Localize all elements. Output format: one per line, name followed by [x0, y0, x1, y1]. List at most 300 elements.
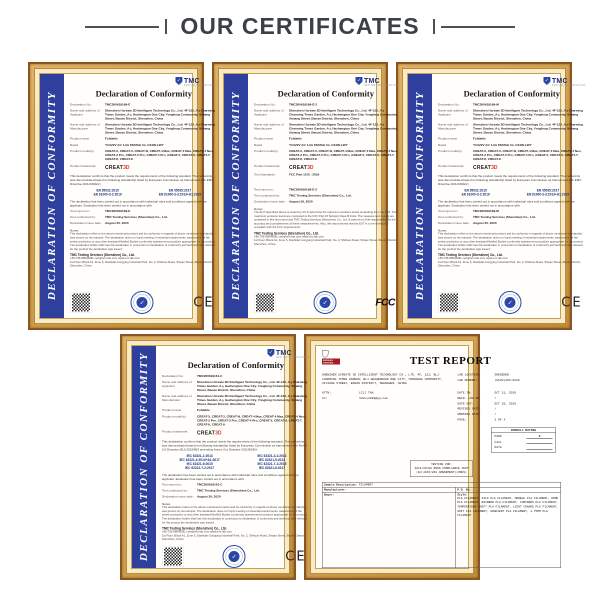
field-value: TMC200619161-C [197, 483, 223, 487]
tmc-logo [267, 349, 309, 359]
trademark-label: Product trademark [162, 429, 188, 434]
report-rows-table [162, 483, 310, 501]
stamp-shield-icon [505, 297, 516, 308]
field-value: Shenzhen Ucreate 3D Intelligent Technology Co., Ltd. 4F-122, A-j Charming Times Garden, A-j, Hezhengtun One City, Yongfeng Community, Xixiang Street, Baoan District, Shenzhen, China [197, 394, 308, 407]
tmc-logo-subtext: TESTING CERTIFICATION [551, 84, 586, 87]
field-value: / [494, 407, 497, 411]
field-value: TMC200619169-M [473, 209, 499, 214]
field-value: TMC200619161-C [197, 374, 223, 378]
field-row [254, 123, 398, 135]
standard-item: IEC 62321-6:2015 [186, 462, 213, 466]
field-row [457, 391, 561, 395]
cert-mark: FCC [375, 296, 395, 308]
intro-paragraph: This declaration confirms that the product meets the requirements of the following standard. The conformity was demonstrated based on following standard(s) listed by European Commission as harmonized with RoHS 2.0 Directive (EU) 2015/863 amending Annex II to Directive 2011/65/EU: [162, 440, 307, 452]
notes-text: This declaration refers to the above mentioned product and its conformity in regards of above mentioned standard(s) was proven on test sample. The declaration does not imply meeting of essential requirements, assessment of the series production or any other assistant/Notified Bodies conformity assessment procedure appropriate for the product. The declaration holder shall use this declaration in connection to declaration of conformity and technical data relevant for the product the declaration was issued. [438, 232, 584, 251]
field-row [162, 415, 310, 427]
tmc-logo [543, 77, 585, 87]
field-value: 3dsky1983@qq.com [359, 396, 388, 400]
issuer-contact: +86-755-88943381 cert@tmc-lab.com www.tmc-lab.com [162, 530, 232, 534]
certificate-rohs[interactable] [120, 334, 310, 580]
standard-item: EN 61000-3-3:2013+A1:2019 [158, 193, 202, 197]
sidebar-vertical-text: DECLARATION OF CONFORMITY [46, 91, 58, 301]
certificate-body [432, 74, 591, 318]
trademark-row [70, 164, 218, 171]
sample-table-columns [323, 487, 561, 567]
issuer-address: 1st Floor, Block A1, Zone 5, Dashidai Gongying Industrial Park, No. 2, Shihuan Road, Shiyan Street, Baoan District, Shenzhen, China [254, 239, 397, 246]
field-label: Declaration issue date: [438, 221, 470, 226]
field-label: WORKING DATE: [457, 412, 481, 417]
field-label: Product model(s) [254, 149, 278, 153]
field-label: Test conducted by: [162, 489, 188, 493]
notes-text: This declaration refers to the above mentioned product and its conformity in regards of above mentioned standard(s) was proven on test sample. The declaration does not imply meeting of essential requirements, assessment of the series production or any other assistant/Notified Bodies conformity assessment procedure appropriate for the product. The declaration holder shall use this declaration in connection to declaration of conformity and technical data relevant for the product the declaration was issued. [70, 232, 216, 251]
certificate-title: Declaration of Conformity [277, 89, 374, 99]
trademark-row [438, 164, 586, 171]
overall-rating-box [491, 427, 556, 452]
field-row [254, 188, 398, 192]
certificate-content [64, 74, 223, 318]
trademark-label: Product trademark [70, 164, 96, 168]
standard-item: EN 61000-3-2:2019 [461, 193, 490, 197]
crest-icon [322, 350, 329, 358]
field-value: YC220V AC 4.2A 50/60Hz CL-C04W-LWY [105, 143, 164, 147]
trademark-value [105, 164, 218, 171]
certificate-title: Declaration of Conformity [95, 89, 192, 99]
trademark-suffix: 3D [307, 164, 314, 171]
field-label: Test report no.: [162, 483, 183, 487]
field-value: TMC Testing Services (Shenzhen) Co., Ltd. [473, 215, 536, 220]
stamp-shield-icon [320, 297, 331, 308]
issuer-name: TMC Testing Services (Shenzhen) Co., Ltd. [70, 253, 135, 258]
field-value: TMC200619169-M [473, 103, 499, 107]
standard-item: IEC 62321-3-1:2013 [257, 454, 287, 458]
tmc-shield-icon [543, 77, 550, 85]
standard-item: IEC 62321-4:2013+A1:2017 [179, 458, 220, 462]
field-label: REVISED DATE: [457, 407, 481, 411]
field-row [438, 216, 586, 220]
evaluation-paragraph: The declaration has been carried out in accordance with individual rules and conditions agreed with the applicant. Evaluation has been carried out in accordance with: [70, 200, 207, 208]
field-row [457, 418, 561, 422]
field-label: Name and address of Applicant [70, 109, 100, 117]
field-value: Shenzhen Ucreate 3D Intelligent Technology Co., Ltd. 4F-122, A-j Charming Times Garden, A-j, Hezhengtun One City, Yongfeng Community, Xixiang Street, Baoan District, Shenzhen, China [105, 109, 216, 121]
field-label: Test report no.: [254, 187, 275, 192]
field-value: TMC Testing Services (Shenzhen) Co., Ltd. [289, 193, 352, 198]
field-label: LAB LOCATION: [457, 373, 481, 377]
certificates-row-bottom [0, 334, 600, 580]
standard-item: IEC 62321-8:2017 [258, 466, 285, 470]
trademark-label: Product trademark [254, 164, 280, 168]
style-value: PLA FILAMENT, SILK PLA FILAMENT, MARBLE PLA FILAMENT, WOOD PLA FILAMENT, RAINBOW PLA FILAMENT, LUMINOUS PLA FILAMENT, TEMPERATURE SHIFT PLA FILAMENT, LIGHT CHANGE PLA FILAMENT, SOFT PLA FILAMENT, GRADIENT PLA FILAMENT, 1.75MM PLA FILAMENT [457, 496, 559, 518]
field-label: Product name [254, 137, 274, 141]
cert-mark: CE [285, 548, 307, 564]
certificate-body [64, 74, 223, 318]
field-row [162, 395, 310, 407]
certificate-frame [120, 334, 310, 580]
certificate-ce-emc[interactable] [28, 62, 218, 330]
field-value: YC220V AC 4.2A 50/60Hz CL-C04W-LWY [473, 143, 532, 147]
issuer-contact: +86-755-88943381 cert@tmc-lab.com www.tmc-lab.com [438, 257, 508, 261]
qr-code [255, 293, 275, 313]
standard-item: EN 61000-3-3:2013+A1:2019 [526, 193, 570, 197]
certificate-sidebar [132, 346, 156, 568]
field-value: Foldable [289, 137, 302, 141]
extra-fields-table [254, 173, 398, 179]
tmc-logo-text-group [552, 77, 586, 87]
trademark-value [473, 164, 586, 171]
field-value: Shenzhen Ucreate 3D Intelligent Technology Co., Ltd. 4F-122, A-j Charming Times Garden, A-j, Hezhengtun One City, Yongfeng Community, Xixiang Street, Baoan District, Shenzhen, China [105, 123, 216, 135]
field-label: Declaration No.: [162, 374, 185, 378]
tmc-logo-text: TMC [551, 76, 568, 85]
certification-stamp-icon [499, 291, 522, 314]
field-row [162, 409, 310, 413]
certificate-paper [223, 73, 398, 319]
field-value: (8520)295-0232 [494, 378, 520, 382]
field-value: FCC Part 15 B : 2019 [289, 172, 320, 177]
field-row [254, 109, 398, 121]
certification-stamp-icon [131, 291, 154, 314]
certificate-body [248, 74, 403, 318]
standard-item: IEC 62321-1:2013 [186, 454, 213, 458]
sidebar-vertical-text: DECLARATION OF CONFORMITY [138, 352, 150, 562]
tmc-shield-icon [175, 77, 182, 85]
certificate-sidebar [408, 74, 432, 318]
certificate-content [248, 74, 403, 318]
field-row [438, 123, 586, 135]
certificate-content [156, 346, 315, 568]
certificate-mat [126, 340, 310, 574]
page-title: OUR CERTIFICATES [180, 13, 420, 39]
attn-table [322, 391, 453, 423]
field-value: August 29, 2020 [197, 495, 221, 499]
field-value: August 20, 2020 [105, 221, 129, 226]
certificate-paper [315, 345, 559, 569]
standard-item: EN 61000-3-2:2019 [93, 193, 122, 197]
field-label: PASS [494, 434, 502, 438]
stamp-shield-icon [229, 551, 240, 562]
testing-for-box [410, 461, 473, 477]
field-label: Rated [70, 143, 79, 147]
issuer-contact: +86-755-88943381 cert@tmc-lab.com www.tmc-lab.com [254, 235, 324, 239]
certificate-title: Declaration of Conformity [187, 360, 284, 370]
field-value [527, 446, 553, 450]
issuer-name: TMC Testing Services (Shenzhen) Co., Ltd. [254, 231, 319, 236]
certificate-footer [70, 288, 218, 314]
trademark-row [162, 430, 310, 437]
trademark-suffix: 3D [491, 164, 498, 171]
field-value: Shenzhen Ucreate 3D Intelligent Technology Co., Ltd. 4F-122, A-j Charming Times Garden, A-j, Hezhengtun One City, Yongfeng Community, Xixiang Street, Baoan District, Shenzhen, China [473, 109, 584, 121]
field-value: CREAT-3, CREAT-3, CREAT-N, CREAT-4 Max, CREAT-4 Max, CREAT-4 Neo, CREAT-2 Pro, CREAT-3 Pro, CREAT-4 Pro, CREAT-5, CREAT-6, CREAT-7, CREAT-8, CREAT-9 [197, 414, 306, 427]
issuer-contact: +86-755-88943381 cert@tmc-lab.com www.tmc-lab.com [70, 257, 140, 261]
cert-mark: CE [561, 295, 583, 310]
certificate-footer [162, 542, 310, 568]
trademark-suffix: 3D [215, 430, 222, 436]
field-label: Declaration No.: [70, 103, 93, 107]
intro-paragraph: This declaration confirms that the product meets the requirements of the following standard. The conformity was demonstrated based on following standard(s) listed by European Commission as harmonized with EMC Directive (2014/30/EU): [70, 174, 214, 186]
field-value [527, 440, 553, 444]
tmc-logo-text-group [276, 349, 310, 359]
field-value: TMC200619169-E-2 [289, 187, 318, 192]
field-label: Product name [162, 408, 182, 413]
standards-list [70, 189, 218, 197]
intro-paragraph: This declaration confirms that the product meets the requirements of the following standard. The conformity was demonstrated based on following standard(s) listed by European Commission as harmonized with EMC Directive (2014/30/EU): [438, 174, 582, 186]
field-value: Shenzhen Ucreate 3D Intelligent Technology Co., Ltd. 4F-122, A-j Charming Times Garden, A-j, Hezhengtun One City, Yongfeng Community, Xixiang Street, Baoan District, Shenzhen, China [289, 123, 398, 135]
tmc-logo [175, 77, 217, 87]
field-label: PAGE: [457, 418, 467, 422]
field-row [70, 143, 218, 147]
certificate-content [432, 74, 591, 318]
standards-list [162, 454, 310, 470]
trademark-label: Product trademark [438, 164, 464, 168]
applicant-address: SHENZHEN UCREATE 3D INTELLIGENT TECHNOLOGY CO., LTD. 4F, 122, BLJ CHARMING TIMES GARDEN, BLJ HEZHENGDUN ONE CITY, YONGFENG COMMUNITY, XIXIANG STREET, BAOAN DISTRICT, SHENZHEN, CHINA [322, 373, 443, 386]
field-label: Product model(s) [70, 149, 94, 153]
tmc-logo [355, 77, 397, 87]
sample-table-right [456, 487, 561, 567]
style-row [456, 492, 561, 567]
certification-stamp-icon [314, 291, 337, 314]
field-row [162, 381, 310, 393]
trademark-value [197, 430, 310, 437]
field-value: TMC200619169-E [105, 103, 131, 107]
certificate-paper [39, 73, 218, 319]
field-row [457, 373, 561, 377]
field-row [70, 123, 218, 135]
field-value: August 20, 2020 [473, 221, 497, 226]
field-row [457, 402, 561, 406]
issuer-address: 1st Floor, Block A1, Zone 5, Dashidai Gongying Industrial Park, No. 2, Shihuan Road, Shiyan Street, Baoan District, Shenzhen, China [438, 260, 581, 268]
field-row [162, 483, 310, 487]
field-value: CREAT-3, CREAT-3, CREAT-N, CREAT-4 Max, CREAT-4 Max, CREAT-4 Neo, CREAT-2 Pro, CREAT-3 Pro, CREAT-4 Pro, CREAT-5, CREAT-6, CREAT-7, CREAT-8, CREAT-9 [289, 149, 398, 161]
field-label: Declaration issue date: [162, 495, 194, 499]
field-row [438, 149, 586, 161]
field-value: TMC Testing Services (Shenzhen) Co., Ltd. [197, 489, 260, 493]
field-label: Test conducted by: [254, 193, 280, 198]
field-value: August 29, 2020 [289, 199, 313, 204]
certificate-title: Declaration of Conformity [463, 89, 560, 99]
buyer-row [323, 492, 456, 567]
trademark-name: CREAT [197, 430, 216, 436]
field-row [322, 396, 453, 400]
field-row [70, 109, 218, 121]
field-label: DATE IN: [457, 391, 472, 395]
field-label: Test report no.: [438, 209, 459, 214]
field-row [70, 210, 218, 214]
test-report-header [322, 350, 561, 367]
field-value: YC220V AC 4.2A 50/60Hz CL-C04W-LWY [289, 143, 348, 147]
standard-item: IEC 62321-5:2013 [258, 458, 285, 462]
tmc-logo-subtext: TESTING CERTIFICATION [363, 84, 398, 87]
certificate-mat [402, 68, 586, 324]
certificate-footer [438, 288, 586, 314]
field-row [162, 375, 310, 379]
field-row [438, 137, 586, 141]
trademark-row [254, 164, 398, 171]
tmc-logo-text-group [364, 77, 398, 87]
field-label: LAB NUMBER: [457, 378, 478, 382]
field-label: DATA [494, 445, 502, 450]
field-label: Product name [438, 137, 458, 141]
field-value: LILI TAN [359, 391, 374, 395]
buyer-label: Buyer: [324, 492, 335, 497]
header-rule-left [85, 19, 167, 34]
test-report-info [322, 373, 561, 386]
field-label: Name and address of Applicant [162, 380, 192, 389]
rule-line [441, 26, 515, 28]
field-row [438, 109, 586, 121]
overall-rating-title: OVERALL RATING [492, 428, 556, 433]
fields-table [70, 103, 218, 163]
field-label: Name and address of Manufacturer [70, 123, 100, 131]
field-row [254, 173, 398, 177]
fields-table [254, 103, 398, 163]
field-row [495, 446, 553, 450]
fields-table [162, 375, 310, 429]
field-label: Name and address of Manufacturer [254, 123, 284, 131]
field-label: Declaration No.: [254, 103, 277, 107]
tmc-logo-text: TMC [363, 76, 380, 85]
tmc-logo-text-group [184, 77, 218, 87]
testing-for-line2: (EU 2015/863 AMENDMENT)(ROHS) [416, 470, 467, 475]
certificate-paper [131, 345, 310, 569]
certificates-row-top [0, 62, 600, 330]
certificate-footer [254, 288, 398, 314]
field-label: FAIL [494, 440, 502, 444]
notes-label: Notes: [162, 502, 171, 507]
tmc-shield-icon [355, 77, 362, 85]
certificate-frame [212, 62, 398, 330]
field-label: Product model(s) [438, 149, 462, 153]
tmc-shield-icon [267, 349, 274, 357]
po-label: P.O. No.: [457, 487, 473, 492]
sidebar-vertical-text: DECLARATION OF CONFORMITY [230, 91, 242, 301]
field-value: X [527, 434, 553, 438]
notes-label: Notes: [254, 207, 263, 211]
field-label: Product name [70, 137, 90, 141]
field-value: Foldable [105, 137, 118, 141]
certificate-mat [218, 68, 398, 324]
notes-label: Notes: [70, 229, 79, 233]
field-label: Test report no.: [70, 209, 91, 214]
field-row [162, 495, 310, 499]
field-row [457, 413, 561, 417]
field-value: OCT 21, 2020 [494, 391, 517, 395]
bureau-veritas-logo [322, 350, 340, 365]
manufacturer-label: Manufacturer: [324, 487, 347, 492]
testing-for-label: TESTING FOR: [431, 462, 452, 467]
field-label: Rated [438, 143, 447, 147]
field-row [438, 210, 586, 214]
report-rows-table [254, 188, 398, 206]
qr-code [71, 293, 91, 313]
certificate-frame [28, 62, 218, 330]
field-value: SHENZHEN [494, 373, 509, 377]
certificate-sidebar [224, 74, 248, 318]
field-row [254, 137, 398, 141]
certificate-ce-emc-2[interactable] [396, 62, 586, 330]
test-report-content [316, 346, 566, 568]
field-value: Foldable [473, 137, 486, 141]
tmc-logo-text: TMC [183, 76, 200, 85]
issuer-name: TMC Testing Services (Shenzhen) Co., Ltd. [438, 253, 503, 258]
field-value: TMC Testing Services (Shenzhen) Co., Ltd. [105, 215, 168, 220]
sample-table [322, 482, 561, 568]
testing-for-line1: 2011/65/EU ROHS COMPLIANCE TEST [414, 466, 469, 471]
field-row [495, 440, 553, 444]
field-row [254, 194, 398, 198]
field-value: / [494, 412, 497, 417]
report-rows-table [70, 210, 218, 228]
sample-description-value: FILAMENT [359, 482, 373, 487]
issuer-name: TMC Testing Services (Shenzhen) Co., Ltd. [162, 527, 227, 531]
field-row [438, 103, 586, 107]
field-label: Rated [254, 143, 263, 147]
field-value: TMC200619169-E-2 [289, 103, 318, 107]
certification-stamp-icon [223, 545, 246, 568]
certificate-mat [310, 340, 559, 574]
standard-item: IEC 62321-7-1:2015 [257, 462, 287, 466]
fields-table [438, 103, 586, 163]
tmc-logo-subtext: TESTING CERTIFICATION [183, 84, 218, 87]
notes-text: This declaration refers to the above mentioned product and its conformity in regards of above mentioned standard(s) was proven on test sample. The declaration does not imply meeting of essential requirements, assessment of the series production or any other assistant/Notified Bodies conformity assessment procedure appropriate for the product. The declaration holder shall use this declaration in connection to declaration of conformity and technical data relevant for the product the declaration was issued. [162, 506, 308, 525]
field-row [162, 489, 310, 493]
sample-description-label: Sample Description: [324, 482, 358, 487]
field-label: DATE OUT: [457, 401, 474, 406]
qr-code [439, 293, 459, 313]
trademark-name: CREAT [289, 164, 308, 171]
field-label: Declaration issue date: [70, 221, 102, 226]
standards-list [438, 189, 586, 197]
sidebar-vertical-text: DECLARATION OF CONFORMITY [414, 91, 426, 301]
certificate-sidebar [40, 74, 64, 318]
certificate-paper [407, 73, 586, 319]
field-label: Declaration No.: [438, 103, 461, 107]
certificate-fcc[interactable] [212, 62, 398, 330]
field-label: Name and address of Applicant [254, 109, 284, 117]
field-value: Shenzhen Ucreate 3D Intelligent Technology Co., Ltd. 4F-122, A-j Charming Times Garden, A-j, Hezhengtun One City, Yongfeng Community, Xixiang Street, Baoan District, Shenzhen, China [473, 123, 584, 135]
tmc-logo-text: TMC [275, 348, 292, 357]
qr-code [163, 546, 183, 566]
field-label: Name and address of Manufacturer [438, 123, 468, 131]
certificate-body [156, 346, 315, 568]
issuer-address: 1st Floor, Block A1, Zone 5, Dashidai Gongying Industrial Park, No. 2, Shihuan Road, Shiyan Street, Baoan District, Shenzhen, China [70, 260, 213, 268]
certificate-frame [396, 62, 586, 330]
notes-text: The EUT described above is tested by US & determine the maximum emission levels emanating from the EUT. The maximum emission levels are compared to the FCC Part 15 Subpart Class B limits. The measurement results are contained in this test report and TMC Testing Services (Shenzhen) Co., Ltd. is assumed of full responsibility for the accuracy and completeness of these measurements. Also, this report shows that the EUT is to be technically compliant with the FCC requirements. [254, 211, 397, 230]
field-value: TMC200619169-E [105, 209, 131, 214]
trademark-name: CREAT [473, 164, 492, 171]
test-report-info2 [322, 391, 561, 423]
field-value: CREAT-3, CREAT-3, CREAT-N, CREAT-4 Max, CREAT-4 Max, CREAT-4 Neo, CREAT-2 Pro, CREAT-3 Pro, CREAT-4 Pro, CREAT-5, CREAT-6, CREAT-7, CREAT-8, CREAT-9 [105, 149, 214, 161]
field-row [457, 407, 561, 411]
rule-tick [165, 19, 167, 34]
stamp-shield-icon [137, 297, 148, 308]
standard-item: EN 55032:2015 [464, 189, 487, 193]
cert-mark: CE [193, 295, 215, 310]
field-label: Declaration issue date: [254, 199, 286, 204]
report-rows-table [438, 210, 586, 228]
certificate-test-report[interactable] [304, 334, 559, 580]
field-row [322, 391, 453, 395]
field-row [70, 149, 218, 161]
notes-label: Notes: [438, 229, 447, 233]
field-value: OCT 26, 2020 [494, 401, 517, 406]
field-row [254, 200, 398, 204]
field-row [457, 396, 561, 400]
section-header [0, 0, 600, 40]
field-label: Product model(s) [162, 414, 186, 419]
trademark-suffix: 3D [123, 164, 130, 171]
standard-item: IEC 62321-7-2:2017 [185, 466, 215, 470]
style-label: Style: [457, 492, 468, 497]
header-rule-right [433, 19, 515, 34]
field-label: ATTN: [322, 391, 332, 395]
